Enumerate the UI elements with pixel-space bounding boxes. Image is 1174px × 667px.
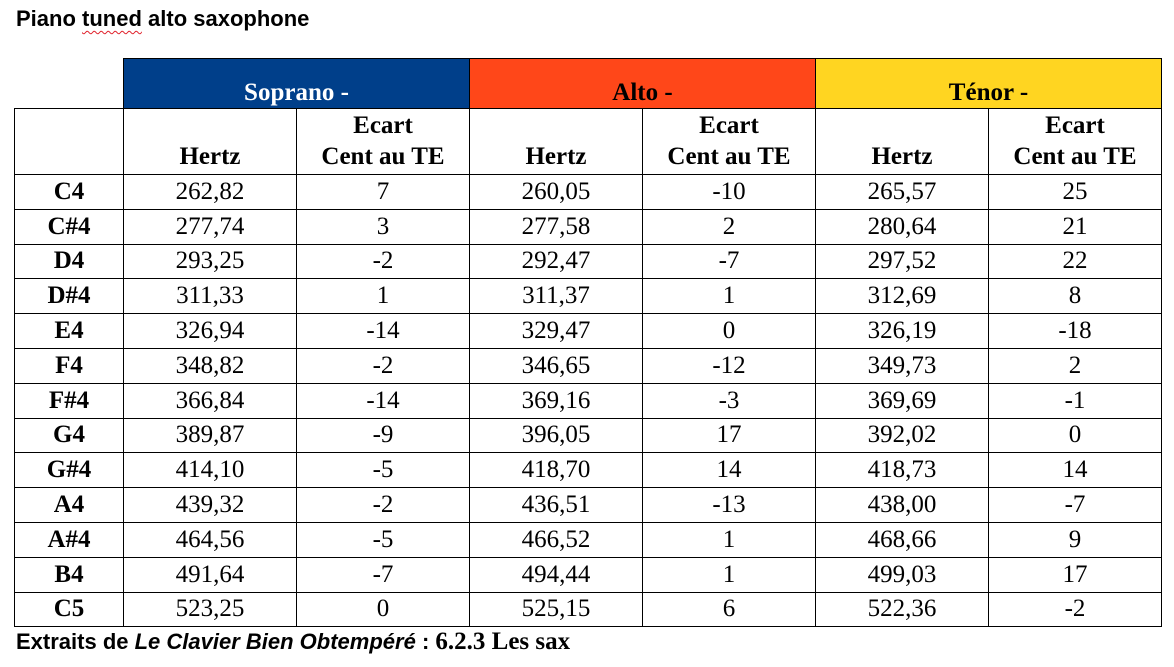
- note-cell: D#4: [15, 279, 124, 314]
- tenor-hertz-cell: 312,69: [816, 279, 989, 314]
- soprano-hertz-cell: 389,87: [124, 418, 297, 453]
- alto-cent-cell: 1: [643, 279, 816, 314]
- note-cell: G#4: [15, 453, 124, 488]
- alto-cent-cell: -12: [643, 348, 816, 383]
- tenor-cent-cell: -2: [989, 592, 1162, 627]
- tenor-hertz-cell: 438,00: [816, 488, 989, 523]
- soprano-ecart-header: [297, 109, 470, 175]
- tenor-hertz-cell: 468,66: [816, 522, 989, 557]
- soprano-cent-cell: 7: [297, 175, 470, 210]
- alto-hertz-header: Hertz: [470, 109, 643, 175]
- group-header-row: [15, 59, 1162, 109]
- tenor-cent-cell: 25: [989, 175, 1162, 210]
- note-header-cell: [15, 109, 124, 175]
- alto-hertz-cell: 311,37: [470, 279, 643, 314]
- table-row: [15, 522, 1162, 557]
- soprano-cent-cell: -5: [297, 453, 470, 488]
- tenor-hertz-cell: 297,52: [816, 244, 989, 279]
- footer-separator: :: [415, 629, 436, 654]
- alto-hertz-cell: 436,51: [470, 488, 643, 523]
- table-row: [15, 348, 1162, 383]
- soprano-cent-cell: 0: [297, 592, 470, 627]
- soprano-hertz-cell: 293,25: [124, 244, 297, 279]
- soprano-cent-cell: -5: [297, 522, 470, 557]
- alto-cent-cell: -7: [643, 244, 816, 279]
- note-cell: D4: [15, 244, 124, 279]
- table-row: [15, 453, 1162, 488]
- soprano-hertz-cell: 491,64: [124, 557, 297, 592]
- alto-hertz-cell: 494,44: [470, 557, 643, 592]
- soprano-header: Soprano -: [124, 59, 470, 109]
- soprano-hertz-cell: 277,74: [124, 209, 297, 244]
- alto-cent-cell: 2: [643, 209, 816, 244]
- soprano-hertz-cell: 348,82: [124, 348, 297, 383]
- document-title: [16, 6, 309, 32]
- note-cell: C4: [15, 175, 124, 210]
- tenor-cent-cell: 17: [989, 557, 1162, 592]
- soprano-hertz-cell: 311,33: [124, 279, 297, 314]
- tenor-hertz-cell: 349,73: [816, 348, 989, 383]
- tenor-cent-cell: -1: [989, 383, 1162, 418]
- soprano-hertz-header: Hertz: [124, 109, 297, 175]
- table-row: [15, 175, 1162, 210]
- alto-header: Alto -: [470, 59, 816, 109]
- note-cell: F4: [15, 348, 124, 383]
- tenor-cent-cell: -7: [989, 488, 1162, 523]
- soprano-cent-cell: 1: [297, 279, 470, 314]
- note-cell: C#4: [15, 209, 124, 244]
- table-row: [15, 488, 1162, 523]
- alto-hertz-cell: 260,05: [470, 175, 643, 210]
- tenor-hertz-header: Hertz: [816, 109, 989, 175]
- table-row: [15, 418, 1162, 453]
- table-row: [15, 557, 1162, 592]
- note-cell: C5: [15, 592, 124, 627]
- soprano-cent-cell: -7: [297, 557, 470, 592]
- tenor-cent-cell: 14: [989, 453, 1162, 488]
- soprano-hertz-cell: 262,82: [124, 175, 297, 210]
- soprano-hertz-cell: 523,25: [124, 592, 297, 627]
- alto-cent-cell: 14: [643, 453, 816, 488]
- tenor-hertz-cell: 280,64: [816, 209, 989, 244]
- column-header-row: [15, 109, 1162, 175]
- ecart-line1: Ecart: [699, 112, 759, 139]
- title-text: Piano: [16, 6, 83, 31]
- alto-hertz-cell: 277,58: [470, 209, 643, 244]
- tuning-table: [14, 58, 1162, 627]
- alto-hertz-cell: 466,52: [470, 522, 643, 557]
- title-text-end: alto saxophone: [141, 6, 310, 31]
- tenor-hertz-cell: 392,02: [816, 418, 989, 453]
- alto-cent-cell: -13: [643, 488, 816, 523]
- tenor-hertz-cell: 522,36: [816, 592, 989, 627]
- title-spellcheck-word: tuned: [82, 6, 142, 31]
- corner-cell: [15, 59, 124, 109]
- alto-hertz-cell: 418,70: [470, 453, 643, 488]
- alto-hertz-cell: 369,16: [470, 383, 643, 418]
- table-row: [15, 279, 1162, 314]
- tenor-hertz-cell: 418,73: [816, 453, 989, 488]
- footer-section: 6.2.3 Les sax: [435, 628, 571, 655]
- soprano-cent-cell: -2: [297, 348, 470, 383]
- soprano-cent-cell: -14: [297, 383, 470, 418]
- alto-cent-cell: 1: [643, 557, 816, 592]
- source-footer: [16, 628, 570, 656]
- soprano-cent-cell: -2: [297, 244, 470, 279]
- ecart-line2: Cent au TE: [1013, 143, 1137, 170]
- tenor-header: Ténor -: [816, 59, 1162, 109]
- alto-cent-cell: 6: [643, 592, 816, 627]
- note-cell: B4: [15, 557, 124, 592]
- ecart-line2: Cent au TE: [321, 143, 445, 170]
- table-row: [15, 209, 1162, 244]
- alto-cent-cell: 0: [643, 314, 816, 349]
- tenor-ecart-header: [989, 109, 1162, 175]
- note-cell: A#4: [15, 522, 124, 557]
- tenor-hertz-cell: 265,57: [816, 175, 989, 210]
- footer-prefix: Extraits de: [16, 629, 135, 654]
- alto-cent-cell: 17: [643, 418, 816, 453]
- table-row: [15, 314, 1162, 349]
- soprano-hertz-cell: 414,10: [124, 453, 297, 488]
- alto-cent-cell: 1: [643, 522, 816, 557]
- soprano-cent-cell: -14: [297, 314, 470, 349]
- tenor-hertz-cell: 499,03: [816, 557, 989, 592]
- table-row: [15, 244, 1162, 279]
- tenor-cent-cell: -18: [989, 314, 1162, 349]
- soprano-hertz-cell: 464,56: [124, 522, 297, 557]
- alto-cent-cell: -3: [643, 383, 816, 418]
- footer-book-title: Le Clavier Bien Obtempéré: [134, 629, 416, 654]
- tenor-cent-cell: 22: [989, 244, 1162, 279]
- tenor-cent-cell: 2: [989, 348, 1162, 383]
- alto-hertz-cell: 329,47: [470, 314, 643, 349]
- tenor-cent-cell: 21: [989, 209, 1162, 244]
- alto-hertz-cell: 525,15: [470, 592, 643, 627]
- alto-cent-cell: -10: [643, 175, 816, 210]
- soprano-cent-cell: -9: [297, 418, 470, 453]
- table-row: [15, 592, 1162, 627]
- soprano-hertz-cell: 439,32: [124, 488, 297, 523]
- soprano-hertz-cell: 326,94: [124, 314, 297, 349]
- tenor-cent-cell: 0: [989, 418, 1162, 453]
- tenor-hertz-cell: 326,19: [816, 314, 989, 349]
- soprano-cent-cell: -2: [297, 488, 470, 523]
- ecart-line1: Ecart: [1045, 112, 1105, 139]
- alto-hertz-cell: 346,65: [470, 348, 643, 383]
- soprano-hertz-cell: 366,84: [124, 383, 297, 418]
- note-cell: G4: [15, 418, 124, 453]
- note-cell: A4: [15, 488, 124, 523]
- ecart-line2: Cent au TE: [667, 143, 791, 170]
- alto-hertz-cell: 292,47: [470, 244, 643, 279]
- ecart-line1: Ecart: [353, 112, 413, 139]
- table-row: [15, 383, 1162, 418]
- tenor-hertz-cell: 369,69: [816, 383, 989, 418]
- note-cell: E4: [15, 314, 124, 349]
- tenor-cent-cell: 8: [989, 279, 1162, 314]
- soprano-cent-cell: 3: [297, 209, 470, 244]
- alto-hertz-cell: 396,05: [470, 418, 643, 453]
- tenor-cent-cell: 9: [989, 522, 1162, 557]
- alto-ecart-header: [643, 109, 816, 175]
- note-cell: F#4: [15, 383, 124, 418]
